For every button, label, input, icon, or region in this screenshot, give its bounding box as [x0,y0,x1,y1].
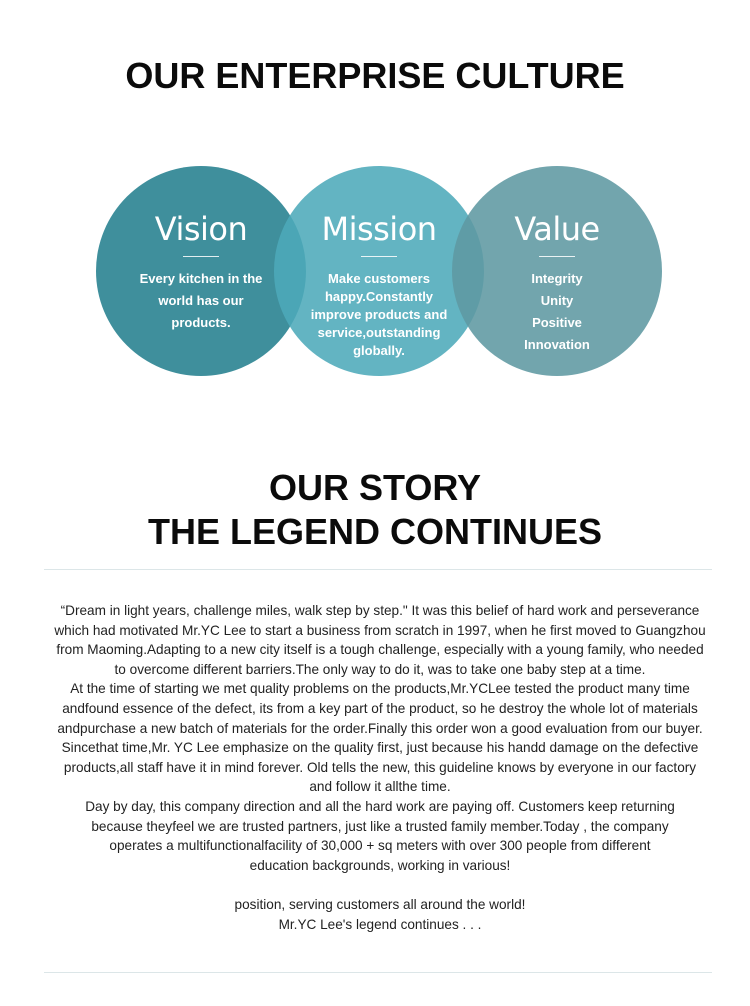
value-line: Integrity [531,271,583,286]
story-line: position, serving customers all around the world! [234,896,526,912]
value-line: Innovation [524,337,590,352]
value-text [480,268,634,356]
vision-line: products. [171,315,231,330]
story-spacer [46,875,714,895]
story-line: products,all staff have it in mind forever. Old tells the new, this guideline knows by everyone in our factory [63,759,697,775]
mission-line: Make customers [328,271,430,286]
value-divider [539,256,575,257]
culture-circles [0,0,750,420]
story-line: operates a multifunctionalfacility of 30,000 + sq meters with over 300 people from different [109,838,651,854]
mission-line: service,outstanding [317,325,441,340]
mission-title: Mission [321,210,437,248]
story-line: andfound essence of the defect, its from a key part of the product, so he destroy the whole lot of materials [62,700,698,716]
story-line: education backgrounds, working in various! [249,857,511,873]
story-bottom-divider [44,972,712,973]
story-heading [0,466,750,554]
vision-text [124,268,278,334]
vision-divider [183,256,219,257]
story-heading-line-2: THE LEGEND CONTINUES [147,511,603,552]
value-title: Value [514,210,600,248]
vision-line: Every kitchen in the [139,271,263,286]
mission-text [304,270,454,360]
story-body [46,601,714,934]
story-line: “Dream in light years, challenge miles, walk step by step." It was this belief of hard work and perseverance [60,603,700,618]
mission-line: happy.Constantly [324,289,434,304]
story-line: andpurchase a new batch of materials for the order.Finally this order won a good evaluation from our buyer. [57,720,703,736]
mission-line: improve products and [310,307,448,322]
vision-line: world has our [158,293,244,308]
value-line: Unity [540,293,574,308]
mission-line: globally. [353,343,405,358]
value-circle [452,166,662,376]
value-line: Positive [532,315,582,330]
story-line: to overcome different barriers.The only way to do it, was to take one baby step at a time. [114,661,646,677]
story-top-divider [44,569,712,570]
story-line: from Maoming.Adapting to a new city itself is a tough challenge, especially with a young family, who needed [56,642,704,658]
story-line: and follow it allthe time. [309,779,451,795]
vision-title: Vision [154,210,248,248]
story-line: which had motivated Mr.YC Lee to start a business from scratch in 1997, when he first moved to Guangzhou [54,622,706,638]
story-line: Mr.YC Lee's legend continues . . . [278,916,482,932]
story-line: Sincethat time,Mr. YC Lee emphasize on the quality first, just because his handd damage on the defective [61,740,699,756]
story-heading-line-1: OUR STORY [268,467,482,508]
story-line: At the time of starting we met quality problems on the products,Mr.YCLee tested the product many time [70,681,690,697]
story-line: because theyfeel we are trusted partners, just like a trusted family member.Today , the company [91,818,669,834]
mission-divider [361,256,397,257]
story-line: Day by day, this company direction and all the hard work are paying off. Customers keep returning [85,798,675,814]
culture-heading: OUR ENTERPRISE CULTURE [125,55,625,96]
